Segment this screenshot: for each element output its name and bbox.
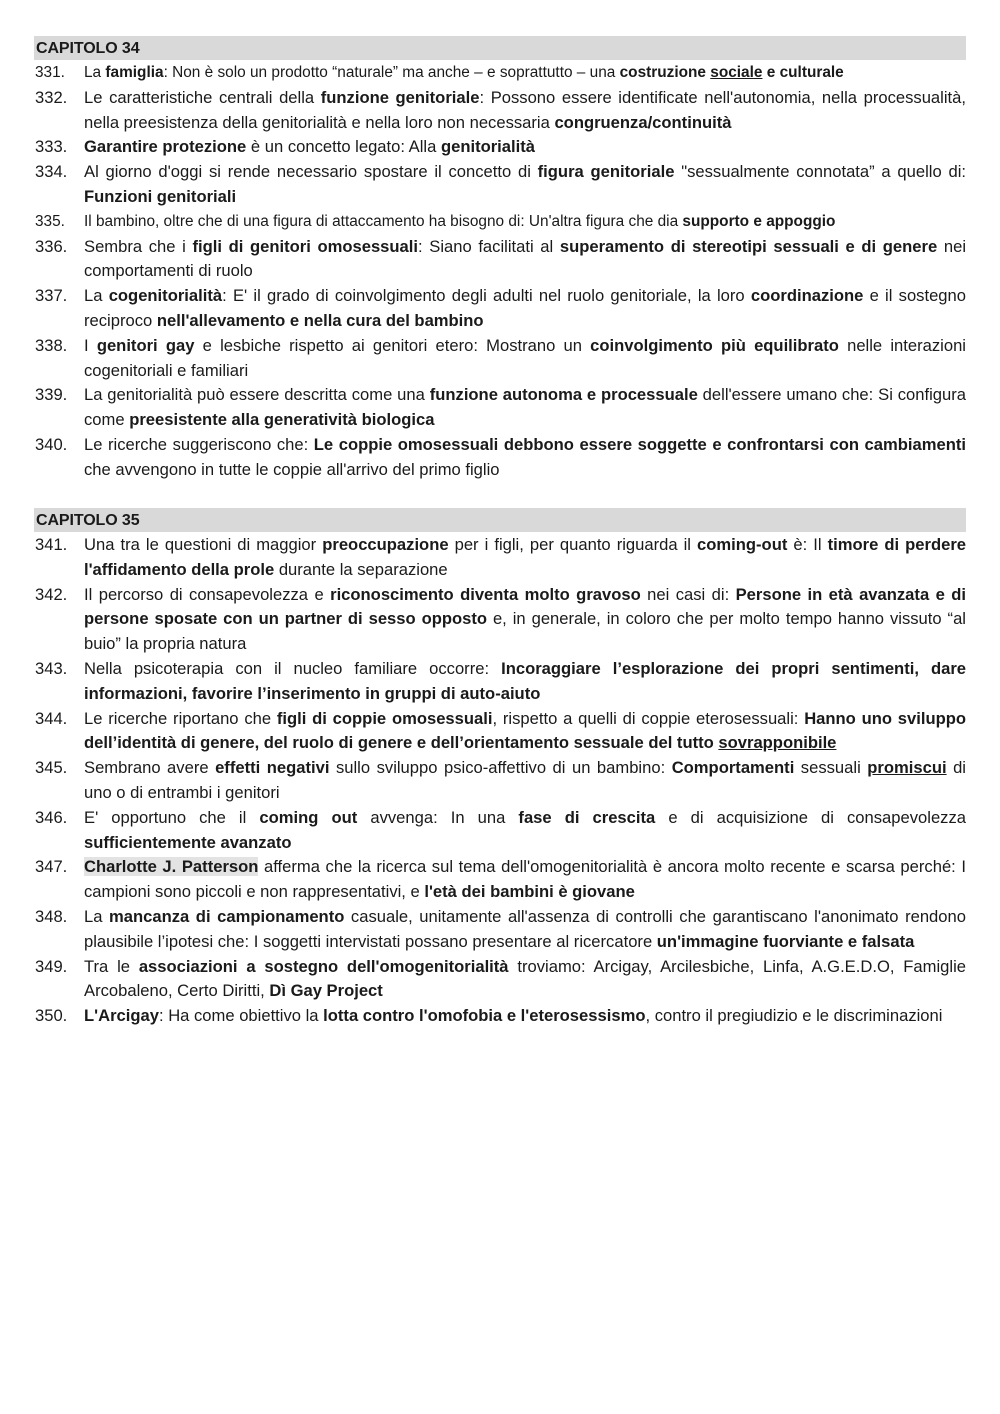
- item-text: [84, 806, 966, 856]
- list-item: [34, 806, 966, 856]
- text-run: E' opportuno che il: [84, 807, 260, 827]
- text-run: Al giorno d'oggi si rende necessario spostare il concetto di: [84, 162, 538, 182]
- item-number: 332.: [35, 87, 68, 107]
- item-text: [84, 383, 966, 433]
- list-item: [34, 1004, 966, 1029]
- item-text: [84, 235, 966, 285]
- list-item: [34, 284, 966, 334]
- list-item: [34, 61, 966, 86]
- text-run: è: Il: [787, 535, 828, 554]
- bold-text: un'immagine fuorviante e falsata: [656, 931, 915, 951]
- text-run: I: [84, 335, 97, 355]
- bold-text: effetti negativi: [215, 758, 330, 778]
- bold-text: funzione genitoriale: [320, 87, 480, 107]
- bold-text: coinvolgimento più equilibrato: [590, 335, 839, 355]
- item-number: 341.: [35, 535, 68, 554]
- bold-text: coming-out: [697, 535, 788, 554]
- bold-text: Dì Gay Project: [269, 981, 383, 1001]
- list-item: [34, 855, 966, 905]
- chapter-heading: CAPITOLO 34: [34, 36, 966, 60]
- list-item: [34, 905, 966, 955]
- list-item: [34, 86, 966, 136]
- question-list: [34, 61, 966, 483]
- item-text: [84, 583, 966, 657]
- bold-text: preesistente alla generatività biologica: [129, 410, 435, 430]
- list-item: [34, 707, 966, 757]
- list-item: [34, 383, 966, 433]
- bold-text: Comportamenti: [671, 758, 795, 778]
- item-text: [84, 433, 966, 483]
- bold-text: supporto e appoggio: [682, 212, 836, 230]
- text-run: e lesbiche rispetto ai genitori etero: Mostrano un: [194, 335, 591, 355]
- text-run: : Ha come obiettivo la: [158, 1006, 324, 1026]
- list-item: [34, 160, 966, 210]
- item-number: 333.: [35, 137, 68, 157]
- item-number: 342.: [35, 584, 68, 604]
- bold-text: congruenza/continuità: [554, 112, 732, 132]
- text-run: dell'essere umano che: Si configura come: [84, 385, 966, 430]
- list-item: [34, 135, 966, 160]
- bold-text: sociale: [710, 64, 763, 81]
- item-number: 335.: [35, 212, 65, 230]
- item-text: [84, 955, 966, 1005]
- bold-text: coming out: [259, 807, 358, 827]
- bold-text: funzione autonoma e processuale: [429, 385, 698, 405]
- item-number: 347.: [35, 857, 68, 877]
- text-run: Le caratteristiche centrali della: [84, 87, 321, 107]
- item-text: [84, 905, 966, 955]
- bold-text: figli di coppie omosessuali: [276, 708, 493, 728]
- list-item: [34, 533, 966, 583]
- chapter-35: [34, 508, 966, 1029]
- item-text: [84, 1004, 966, 1029]
- bold-text: Hanno uno sviluppo dell’identità di genere, del ruolo di genere e dell’orientamento sessuale del tutto: [84, 708, 967, 753]
- text-run: nei casi di:: [640, 584, 736, 604]
- item-number: 339.: [35, 385, 68, 405]
- bold-text: genitorialità: [440, 137, 535, 157]
- list-item: [34, 583, 966, 657]
- text-run: avvenga: In una: [357, 807, 519, 827]
- list-item: [34, 756, 966, 806]
- bold-text: Garantire protezione: [84, 137, 247, 157]
- text-run: , contro il pregiudizio e le discriminazioni: [645, 1006, 943, 1026]
- list-item: [34, 433, 966, 483]
- bold-text: Le coppie omosessuali debbono essere soggette e confrontarsi con cambiamenti: [313, 434, 966, 454]
- item-number: 337.: [35, 286, 68, 306]
- text-run: Nella psicoterapia con il nucleo familiare occorre:: [84, 658, 502, 678]
- bold-text: Funzioni genitoriali: [84, 186, 237, 206]
- list-item: [34, 334, 966, 384]
- list-item: [34, 235, 966, 285]
- bold-text: riconoscimento diventa molto gravoso: [330, 584, 641, 604]
- item-number: 340.: [35, 434, 68, 454]
- item-number: 348.: [35, 906, 68, 926]
- bold-text: genitori gay: [96, 335, 195, 355]
- bold-text: lotta contro l'omofobia e l'eterosessismo: [323, 1006, 646, 1026]
- item-text: [84, 86, 966, 136]
- bold-text: Persone in età avanzata e di persone sposate con un partner di sesso opposto: [84, 584, 966, 629]
- item-text: [84, 160, 966, 210]
- chapter-heading: CAPITOLO 35: [34, 508, 966, 532]
- bold-text: Charlotte J. Patterson: [84, 857, 259, 877]
- bold-text: Incoraggiare l’esplorazione dei propri sentimenti, dare informazioni, favorire l’inserimento in gruppi di auto-aiuto: [84, 658, 967, 703]
- text-run: sullo sviluppo psico-affettivo di un bambino:: [329, 758, 672, 778]
- text-run: : E' il grado di coinvolgimento degli adulti nel ruolo genitoriale, la loro: [222, 286, 751, 306]
- text-run: per i figli, per quanto riguarda il: [448, 535, 698, 554]
- text-run: La: [84, 64, 106, 81]
- bold-text: costruzione: [619, 64, 711, 81]
- item-number: 345.: [35, 758, 68, 778]
- item-number: 343.: [35, 658, 68, 678]
- bold-text: sovrapponibile: [718, 733, 837, 753]
- item-number: 331.: [35, 64, 65, 81]
- bold-text: promiscui: [867, 758, 947, 778]
- text-run: è un concetto legato: Alla: [246, 137, 441, 157]
- item-text: [84, 210, 966, 235]
- text-run: durante la separazione: [274, 559, 448, 579]
- bold-text: famiglia: [105, 64, 164, 81]
- text-run: casuale, unitamente all'assenza di controlli che garantiscano l'anonimato rendono plausibile l’ipotesi che: I soggetti intervistati possano presentare al ricercatore: [84, 906, 966, 951]
- text-run: e di acquisizione di consapevolezza: [655, 807, 966, 827]
- text-run: di uno o di entrambi i genitori: [84, 758, 966, 802]
- bold-text: coordinazione: [750, 286, 864, 306]
- text-run: troviamo: Arcigay, Arcilesbiche, Linfa, A.G.E.D.O, Famiglie Arcobaleno, Certo Diritti,: [84, 956, 966, 1001]
- text-run: nei comportamenti di ruolo: [84, 236, 967, 281]
- text-run: : Siano facilitati al: [418, 236, 560, 256]
- question-list: [34, 533, 966, 1029]
- text-run: Il percorso di consapevolezza e: [84, 584, 331, 604]
- text-run: La: [84, 286, 109, 306]
- item-number: 334.: [35, 162, 68, 182]
- item-number: 349.: [35, 956, 68, 976]
- bold-text: superamento di stereotipi sessuali e di genere: [559, 236, 938, 256]
- item-number: 336.: [35, 236, 68, 256]
- text-run: La: [84, 906, 110, 926]
- text-run: Sembrano avere: [84, 758, 216, 778]
- item-text: [84, 334, 966, 384]
- bold-text: e culturale: [762, 64, 844, 81]
- bold-text: L'Arcigay: [84, 1006, 159, 1026]
- list-item: [34, 210, 966, 235]
- bold-text: timore di perdere l'affidamento della prole: [84, 535, 967, 579]
- text-run: La genitorialità può essere descritta come una: [84, 385, 430, 405]
- text-run: e, in generale, in coloro che per molto tempo hanno vissuto “al buio” la propria natura: [84, 609, 966, 654]
- item-text: [84, 284, 966, 334]
- item-number: 338.: [35, 335, 68, 355]
- item-number: 346.: [35, 807, 68, 827]
- bold-text: mancanza di campionamento: [109, 906, 345, 926]
- text-run: Una tra le questioni di maggior: [84, 535, 323, 554]
- item-text: [84, 657, 966, 707]
- text-run: "sessualmente connotata” a quello di:: [674, 162, 966, 182]
- bold-text: nell'allevamento e nella cura del bambino: [156, 310, 484, 330]
- text-run: : Non è solo un prodotto “naturale” ma anche – e soprattutto – una: [163, 64, 620, 81]
- bold-text: fase di crescita: [518, 807, 656, 827]
- text-run: Il bambino, oltre che di una figura di attaccamento ha bisogno di: Un'altra figura che dia: [84, 212, 683, 230]
- bold-text: cogenitorialità: [108, 286, 223, 306]
- text-run: che avvengono in tutte le coppie all'arrivo del primo figlio: [84, 459, 500, 479]
- text-run: : Possono essere identificate nell'autonomia, nella processualità, nella preesistenza della genitorialità e nella loro non necessaria: [84, 87, 966, 132]
- bold-text: associazioni a sostegno dell'omogenitorialità: [138, 956, 509, 976]
- item-text: [84, 135, 966, 160]
- item-number: 344.: [35, 708, 68, 728]
- bold-text: preoccupazione: [322, 535, 449, 554]
- text-run: Le ricerche riportano che: [84, 708, 277, 728]
- text-run: Sembra che i: [84, 236, 193, 256]
- text-run: e il sostegno reciproco: [84, 286, 966, 330]
- item-text: [84, 707, 966, 757]
- item-text: [84, 533, 966, 583]
- item-number: 350.: [35, 1006, 68, 1026]
- text-run: nelle interazioni cogenitoriali e familiari: [84, 335, 966, 380]
- bold-text: figura genitoriale: [537, 162, 675, 182]
- list-item: [34, 657, 966, 707]
- bold-text: sufficientemente avanzato: [84, 832, 292, 852]
- text-run: sessuali: [794, 758, 868, 778]
- chapter-34: [34, 36, 966, 483]
- text-run: afferma che la ricerca sul tema dell'omogenitorialità è ancora molto recente e scarsa perché: I campioni sono piccoli e non rappresentativi, e: [84, 857, 966, 902]
- text-run: Le ricerche suggeriscono che:: [84, 434, 314, 454]
- list-item: [34, 955, 966, 1005]
- bold-text: l'età dei bambini è giovane: [424, 882, 635, 902]
- bold-text: figli di genitori omosessuali: [192, 236, 418, 256]
- item-text: [84, 855, 966, 905]
- text-run: , rispetto a quelli di coppie eterosessuali:: [492, 708, 805, 728]
- text-run: Tra le: [84, 956, 139, 976]
- item-text: [84, 61, 966, 86]
- item-text: [84, 756, 966, 806]
